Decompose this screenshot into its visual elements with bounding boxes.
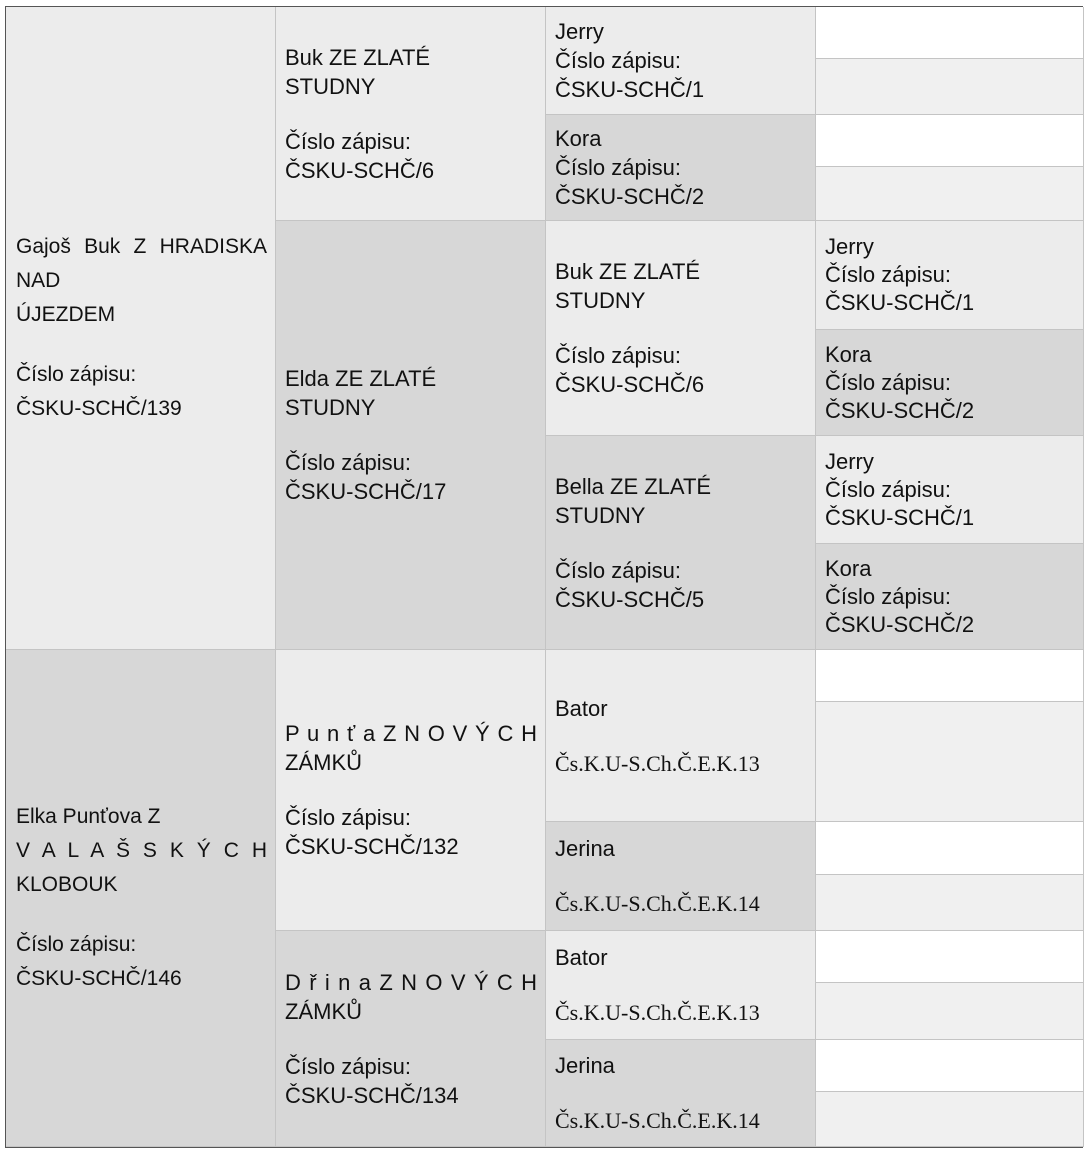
empty-cell [816, 1092, 1084, 1147]
sd-dam-name-line2: STUDNY [555, 502, 646, 528]
sd-sire-name-line2: STUDNY [555, 288, 646, 313]
spacer [555, 530, 807, 556]
sd-dam-reg-value: ČSKU-SCHČ/5 [555, 586, 705, 612]
sire-sire-cell [276, 7, 546, 221]
sire-dam-reg-label: Číslo zápisu: [285, 450, 411, 475]
sdd-dam-reg-value: ČSKU-SCHČ/2 [825, 611, 975, 637]
sdd-sire-name: Jerry [825, 448, 874, 474]
spacer [555, 315, 807, 341]
ds-dam-cell [546, 822, 816, 931]
spacer [555, 972, 807, 998]
spacer [285, 422, 537, 448]
sire-reg-label: Číslo zápisu: [16, 363, 137, 386]
dam-dam-reg-label: Číslo zápisu: [285, 1053, 411, 1079]
sire-name-line2: NAD [16, 269, 61, 292]
sire-dam-name-line2: STUDNY [285, 395, 376, 420]
ss-sire-reg-value: ČSKU-SCHČ/1 [555, 77, 705, 102]
sdd-dam-reg-label: Číslo zápisu: [825, 583, 951, 609]
ss-sire-cell [546, 7, 816, 115]
sds-dam-reg-label: Číslo zápisu: [825, 369, 951, 395]
ds-sire-cell [546, 650, 816, 822]
sire-sire-reg-value: ČSKU-SCHČ/6 [285, 157, 435, 183]
ss-dam-reg-label: Číslo zápisu: [555, 155, 681, 180]
empty-cell [816, 822, 1084, 875]
dam-sire-name-line2: ZÁMKŮ [285, 750, 362, 775]
dam-name-line2: V A L A Š S K Ý C H [16, 839, 267, 862]
sdd-sire-cell [816, 436, 1084, 544]
sds-sire-cell [816, 221, 1084, 330]
sire-dam-name-line1: Elda ZE ZLATÉ [285, 366, 437, 391]
sd-dam-cell [546, 436, 816, 650]
sd-sire-reg-label: Číslo zápisu: [555, 343, 681, 368]
dd-dam-reg-value: Čs.K.U-S.Ch.Č.E.K.14 [555, 1108, 760, 1133]
spacer [285, 101, 537, 127]
empty-cell [816, 875, 1084, 931]
dam-dam-reg-value: ČSKU-SCHČ/134 [285, 1082, 459, 1108]
sds-dam-name: Kora [825, 341, 872, 367]
dd-dam-cell [546, 1040, 816, 1147]
dam-cell [6, 650, 276, 1147]
spacer [555, 723, 807, 749]
sire-name-line3: ÚJEZDEM [16, 303, 116, 326]
empty-cell [816, 115, 1084, 167]
sds-sire-reg-label: Číslo zápisu: [825, 262, 951, 287]
sdd-dam-name: Kora [825, 555, 872, 581]
spacer [555, 1080, 807, 1106]
spacer [16, 332, 267, 358]
empty-cell [816, 983, 1084, 1040]
sire-sire-name-line2: STUDNY [285, 73, 376, 99]
sds-sire-reg-value: ČSKU-SCHČ/1 [825, 290, 975, 315]
sdd-sire-reg-value: ČSKU-SCHČ/1 [825, 504, 975, 530]
dam-reg-value: ČSKU-SCHČ/146 [16, 967, 182, 990]
ds-sire-name: Bator [555, 695, 608, 721]
sds-sire-name: Jerry [825, 234, 874, 259]
dam-sire-reg-value: ČSKU-SCHČ/132 [285, 834, 459, 859]
ds-sire-reg-value: Čs.K.U-S.Ch.Č.E.K.13 [555, 750, 760, 776]
sds-dam-cell [816, 330, 1084, 436]
dam-dam-cell [276, 931, 546, 1147]
dd-sire-cell [546, 931, 816, 1040]
sire-name-line1: Gajoš Buk Z HRADISKA [16, 235, 267, 258]
sds-dam-reg-value: ČSKU-SCHČ/2 [825, 397, 975, 423]
dd-dam-name: Jerina [555, 1053, 615, 1078]
empty-cell [816, 167, 1084, 221]
empty-cell [816, 59, 1084, 115]
dam-dam-name-line2: ZÁMKŮ [285, 998, 362, 1024]
ds-dam-reg-value: Čs.K.U-S.Ch.Č.E.K.14 [555, 891, 760, 916]
sd-sire-reg-value: ČSKU-SCHČ/6 [555, 372, 705, 397]
ds-dam-name: Jerina [555, 836, 615, 861]
dd-sire-name: Bator [555, 945, 608, 970]
dam-dam-name-line1: D ř i n a Z N O V Ý C H [285, 969, 537, 995]
ss-dam-reg-value: ČSKU-SCHČ/2 [555, 184, 705, 209]
spacer [285, 1026, 537, 1052]
ss-sire-reg-label: Číslo zápisu: [555, 48, 681, 73]
sire-reg-value: ČSKU-SCHČ/139 [16, 397, 182, 420]
spacer [16, 902, 267, 928]
sd-sire-name-line1: Buk ZE ZLATÉ [555, 259, 701, 284]
sire-dam-cell [276, 221, 546, 650]
sire-dam-reg-value: ČSKU-SCHČ/17 [285, 479, 447, 504]
ss-sire-name: Jerry [555, 19, 604, 44]
dam-sire-cell [276, 650, 546, 931]
spacer [555, 863, 807, 889]
empty-cell [816, 1040, 1084, 1092]
ss-dam-cell [546, 115, 816, 221]
sire-sire-reg-label: Číslo zápisu: [285, 128, 411, 154]
dam-sire-name-line1: P u n ť a Z N O V Ý C H [285, 721, 537, 746]
spacer [285, 777, 537, 803]
sire-sire-name-line1: Buk ZE ZLATÉ [285, 44, 431, 70]
empty-cell [816, 7, 1084, 59]
empty-cell [816, 702, 1084, 822]
sd-dam-reg-label: Číslo zápisu: [555, 557, 681, 583]
empty-cell [816, 931, 1084, 983]
empty-cell [816, 650, 1084, 702]
dam-name-line1: Elka Punťova Z [16, 805, 161, 828]
sire-cell [6, 7, 276, 650]
dam-reg-label: Číslo zápisu: [16, 933, 137, 956]
sdd-dam-cell [816, 544, 1084, 650]
dd-sire-reg-value: Čs.K.U-S.Ch.Č.E.K.13 [555, 1000, 760, 1025]
dam-sire-reg-label: Číslo zápisu: [285, 805, 411, 830]
pedigree-table [5, 6, 1083, 1148]
ss-dam-name: Kora [555, 126, 602, 151]
sd-sire-cell [546, 221, 816, 436]
sdd-sire-reg-label: Číslo zápisu: [825, 476, 951, 502]
sd-dam-name-line1: Bella ZE ZLATÉ [555, 473, 712, 499]
dam-name-line3: KLOBOUK [16, 873, 118, 896]
